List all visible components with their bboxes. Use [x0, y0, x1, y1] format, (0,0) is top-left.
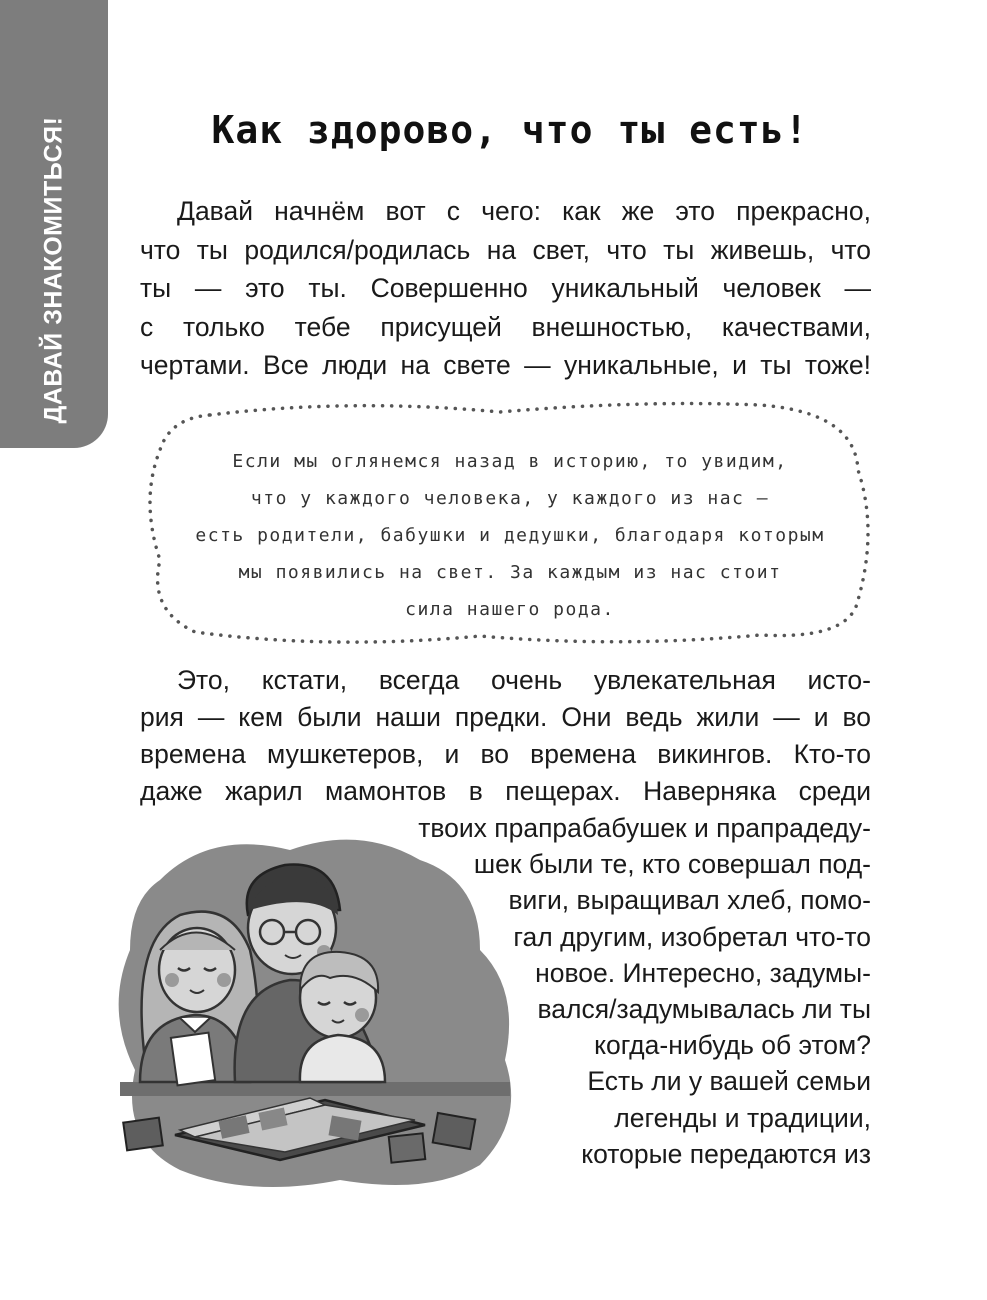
text-line: легенды и традиции,	[614, 1102, 871, 1133]
note-line: что у каждого человека, у каждого из нас —	[250, 488, 770, 509]
text-line: даже жарил мамонтов в пещерах. Наверняка среди	[140, 776, 871, 806]
text-line: которые передаются из	[581, 1138, 871, 1169]
text-line: новое. Интересно, задумы-	[535, 957, 871, 988]
text-line: гал другим, изобретал что-то	[513, 921, 871, 952]
text-line: с только тебе присущей внешностью, качествами,	[140, 311, 871, 342]
note-line: мы появились на свет. За каждым из нас стоит	[238, 562, 782, 583]
text-line: виги, выращивал хлеб, помо-	[508, 885, 871, 916]
text-line: рия — кем были наши предки. Они ведь жили — и во	[140, 702, 871, 732]
text-line: шек были те, кто совершал под-	[473, 849, 871, 880]
text-line: Есть ли у вашей семьи	[587, 1066, 871, 1097]
text-line: чертами. Все люди на свете — уникальные, и ты тоже!	[140, 350, 871, 380]
family-photo-album-illustration	[100, 820, 540, 1200]
note-box	[160, 443, 860, 628]
note-line: сила нашего рода.	[405, 599, 615, 620]
page-title: Как здорово, что ты есть!	[211, 108, 809, 152]
text-line: Это, кстати, всегда очень увлекательная исто-	[177, 665, 871, 695]
body-paragraph	[140, 662, 871, 810]
note-line: есть родители, бабушки и дедушки, благодаря которым	[195, 525, 825, 546]
text-line: твоих прапрабабушек и прапрадеду-	[418, 813, 871, 843]
text-line: ты — это ты. Совершенно уникальный человек —	[140, 273, 871, 303]
note-line: Если мы оглянемся назад в историю, то увидим,	[232, 451, 788, 472]
text-line: Давай начнём вот с чего: как же это прекрасно,	[177, 196, 871, 226]
text-line: когда-нибудь об этом?	[594, 1030, 871, 1061]
text-line: что ты родился/родилась на свет, что ты живешь, что	[140, 234, 871, 265]
text-line: вался/задумывалась ли ты	[537, 994, 871, 1025]
side-tab-label: ДАВАЙ ЗНАКОМИТЬСЯ!	[39, 116, 68, 424]
text-line: времена мушкетеров, и во времена викингов. Кто-то	[140, 739, 871, 769]
